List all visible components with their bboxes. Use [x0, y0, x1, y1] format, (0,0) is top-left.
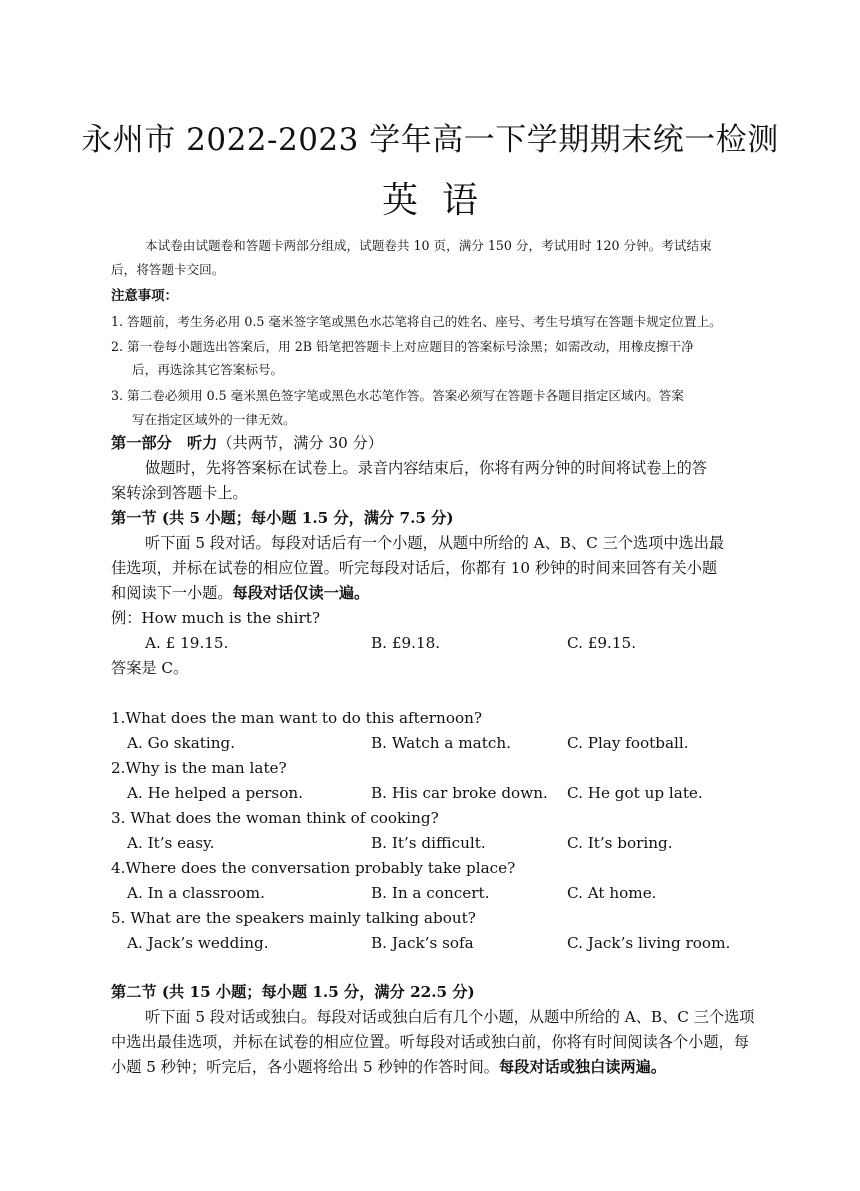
- section1-desc-1: 听下面 5 段对话。每段对话后有一个小题，从题中所给的 A、B、C 三个选项中选出最: [145, 534, 725, 552]
- q2-option-c: C. He got up late.: [567, 784, 703, 802]
- part1-heading-bold: 第一部分 听力: [111, 434, 218, 452]
- q5-option-c: C. Jack’s living room.: [567, 934, 731, 952]
- q4-option-a: A. In a classroom.: [127, 884, 265, 902]
- section1-desc-3-plain: 和阅读下一小题。: [111, 584, 233, 602]
- q1-option-a: A. Go skating.: [127, 734, 236, 752]
- q5-option-b: B. Jack’s sofa: [371, 934, 474, 952]
- section1-desc-3: [111, 585, 369, 602]
- example-answer: 答案是 C。: [111, 659, 189, 677]
- q4-option-b: B. In a concert.: [371, 884, 490, 902]
- q3-option-b: B. It’s difficult.: [371, 834, 486, 852]
- example-option-b: B. £9.18.: [371, 634, 441, 652]
- example-question: 例：How much is the shirt?: [111, 609, 321, 627]
- question-3: 3. What does the woman think of cooking?: [111, 809, 439, 827]
- intro-line-1: 本试卷由试题卷和答题卡两部分组成，试题卷共 10 页，满分 150 分，考试用时 120 分钟。考试结束: [145, 238, 712, 253]
- q3-option-c: C. It’s boring.: [567, 834, 673, 852]
- note-item-1: 1. 答题前，考生务必用 0.5 毫米签字笔或黑色水芯笔将自己的姓名、座号、考生号填写在答题卡规定位置上。: [111, 314, 722, 329]
- question-1: 1.What does the man want to do this afternoon?: [111, 709, 483, 727]
- example-option-c: C. £9.15.: [567, 634, 637, 652]
- part1-desc-2: 案转涂到答题卡上。: [111, 484, 248, 502]
- section2-desc-3-bold: 每段对话或独白读两遍。: [498, 1058, 667, 1076]
- part1-heading-rest: （共两节，满分 30 分）: [217, 434, 383, 452]
- subject-title: 英语: [381, 180, 502, 221]
- note-item-2: 2. 第一卷每小题选出答案后，用 2B 铅笔把答题卡上对应题目的答案标号涂黑；如需改动，用橡皮擦干净: [111, 339, 694, 354]
- q4-option-c: C. At home.: [567, 884, 657, 902]
- question-2: 2.Why is the man late?: [111, 759, 287, 777]
- part1-heading: [111, 435, 383, 452]
- q3-option-a: A. It’s easy.: [127, 834, 215, 852]
- q2-option-a: A. He helped a person.: [127, 784, 303, 802]
- section2-desc-1: 听下面 5 段对话或独白。每段对话或独白后有几个小题，从题中所给的 A、B、C 三个选项: [145, 1008, 755, 1026]
- example-option-a: A. £ 19.15.: [145, 634, 229, 652]
- note-item-2-cont: 后，再选涂其它答案标号。: [132, 362, 284, 377]
- section2-desc-2: 中选出最佳选项，并标在试卷的相应位置。听每段对话或独白前，你将有时间阅读各个小题，每: [111, 1033, 749, 1051]
- question-5: 5. What are the speakers mainly talking about?: [111, 909, 476, 927]
- note-item-3-cont: 写在指定区域外的一律无效。: [132, 412, 296, 427]
- q1-option-b: B. Watch a match.: [371, 734, 511, 752]
- q1-option-c: C. Play football.: [567, 734, 689, 752]
- section2-heading: 第二节 (共 15 小题；每小题 1.5 分，满分 22.5 分): [111, 983, 475, 1001]
- q2-option-b: B. His car broke down.: [371, 784, 548, 802]
- section2-desc-3-plain: 小题 5 秒钟；听完后，各小题将给出 5 秒钟的作答时间。: [111, 1058, 499, 1076]
- notes-heading: 注意事项：: [111, 288, 178, 304]
- q5-option-a: A. Jack’s wedding.: [127, 934, 269, 952]
- part1-desc-1: 做题时，先将答案标在试卷上。录音内容结束后，你将有两分钟的时间将试卷上的答: [145, 459, 707, 477]
- note-item-3: 3. 第二卷必须用 0.5 毫米黑色签字笔或黑色水芯笔作答。答案必须写在答题卡各题目指定区域内。答案: [111, 388, 684, 403]
- exam-title: 永州市 2022-2023 学年高一下学期期末统一检测: [81, 122, 779, 158]
- section1-heading: 第一节 (共 5 小题；每小题 1.5 分，满分 7.5 分): [111, 509, 454, 527]
- question-4: 4.Where does the conversation probably take place?: [111, 859, 516, 877]
- intro-line-2: 后，将答题卡交回。: [111, 262, 225, 277]
- section1-desc-3-bold: 每段对话仅读一遍。: [232, 584, 370, 602]
- section1-desc-2: 佳选项，并标在试卷的相应位置。听完每段对话后，你都有 10 秒钟的时间来回答有关小题: [111, 559, 718, 577]
- section2-desc-3: [111, 1059, 666, 1076]
